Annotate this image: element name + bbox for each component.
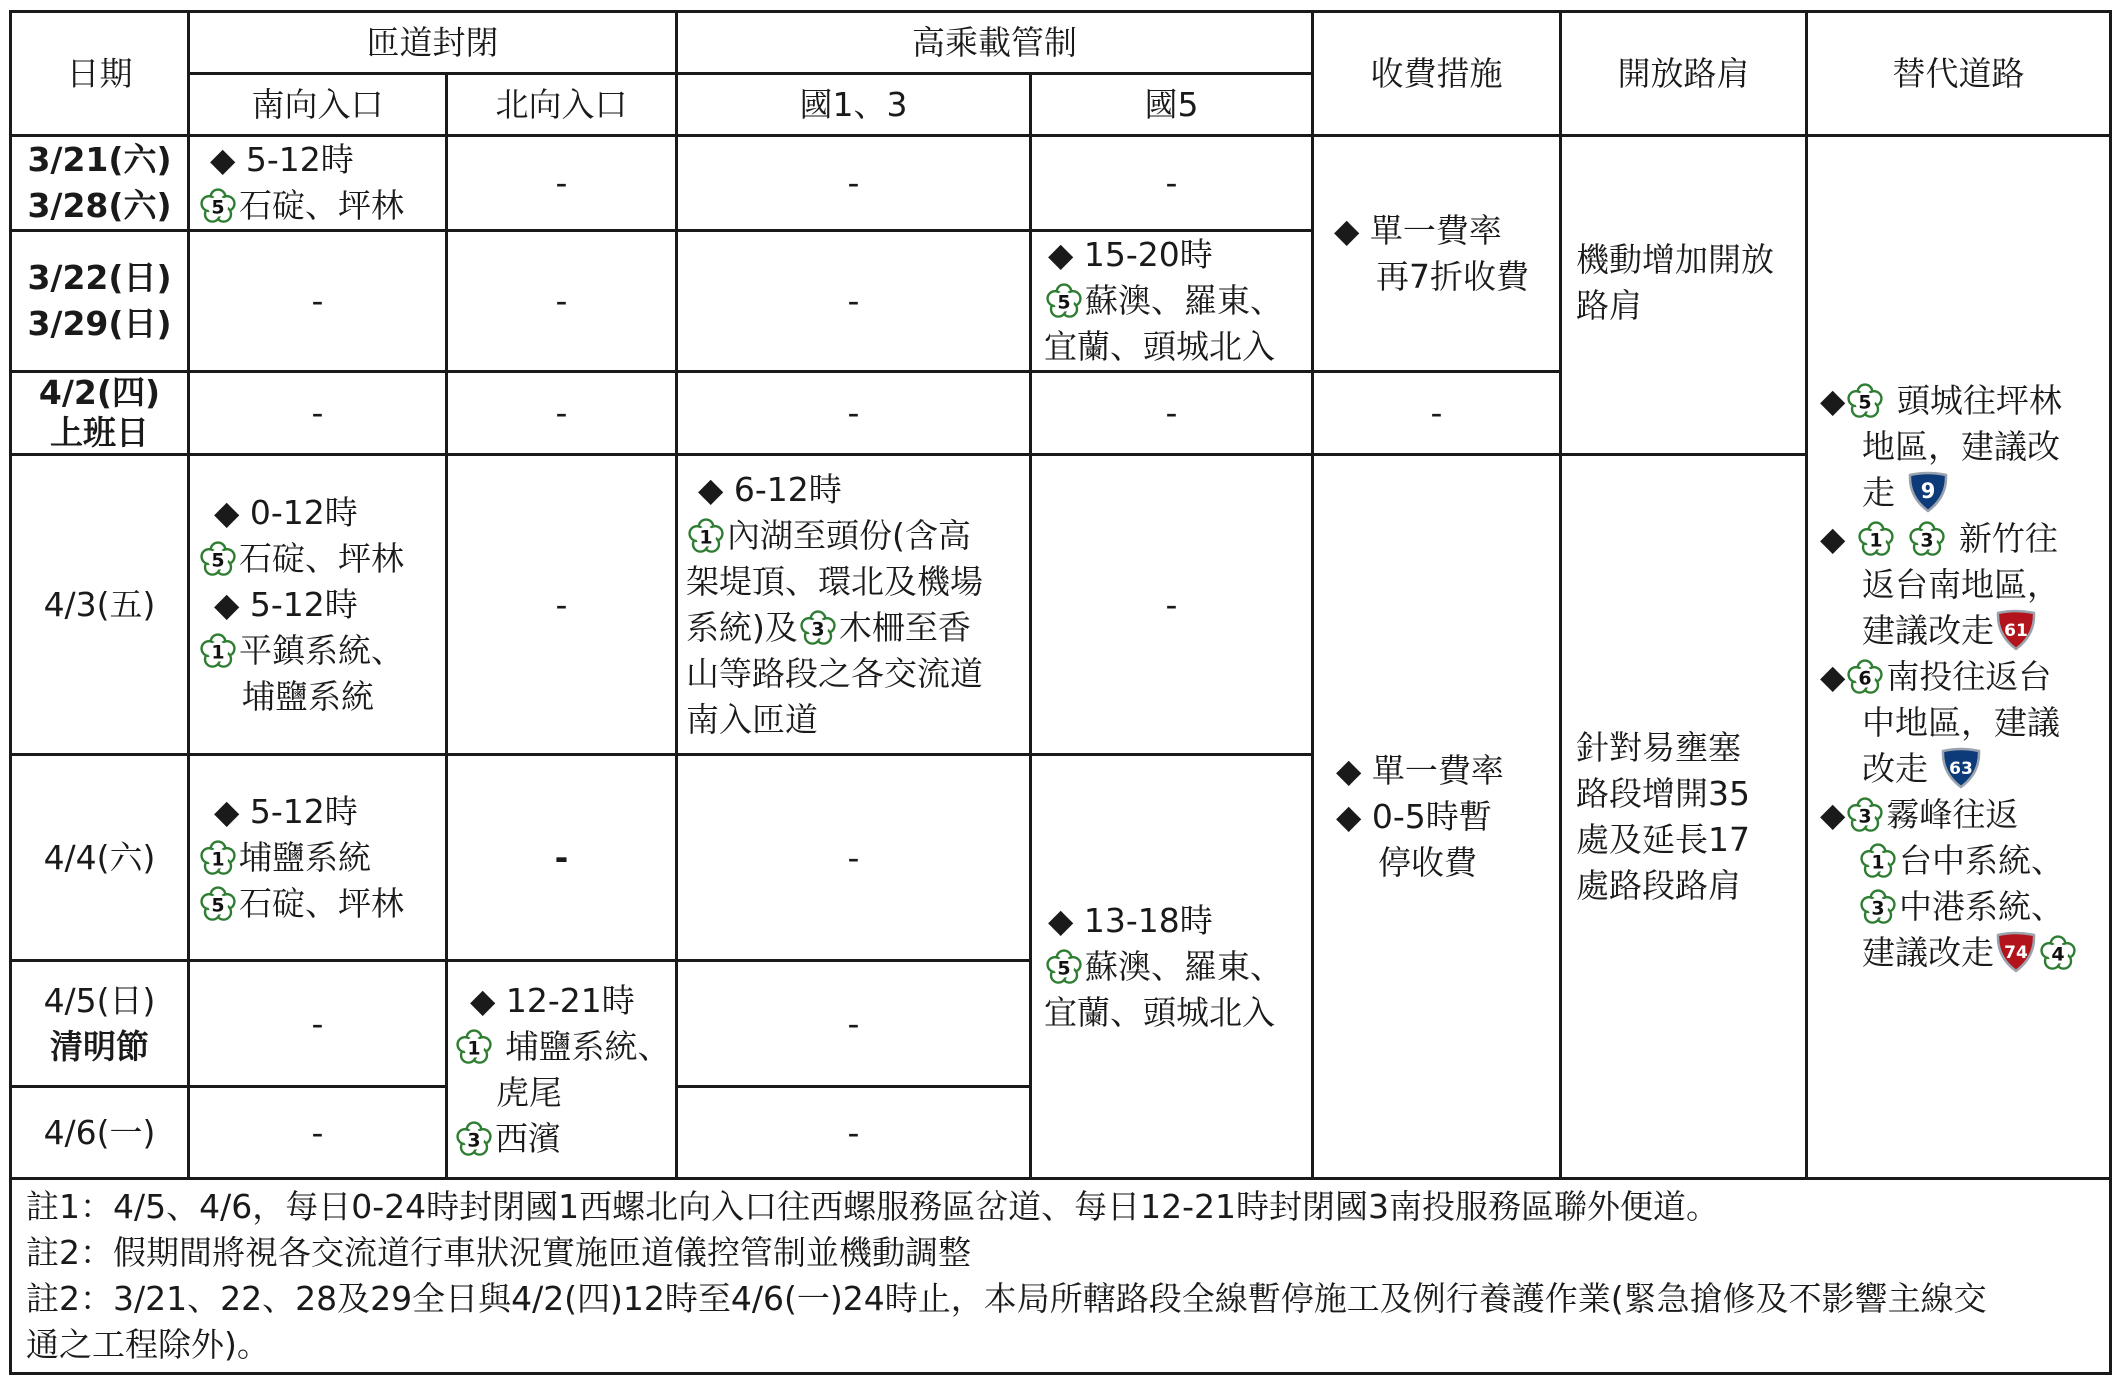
table-row — [11, 455, 2111, 755]
hov-nat13-cell: - — [677, 136, 1031, 231]
route-number: 3 — [811, 618, 825, 640]
note-3-cont: 通之工程除外)。 — [26, 1325, 270, 1364]
hov-nat5-cell: ◆ 15-20時 5 蘇澳、羅東、 宜蘭、頭城北入 — [1031, 231, 1313, 372]
hov-nat13-cell: - — [677, 231, 1031, 372]
south-entry-cell: - — [189, 372, 447, 455]
south-entry-cell: - — [189, 231, 447, 372]
freeway-flower-icon — [198, 886, 238, 922]
freeway-flower-icon — [1845, 659, 1885, 695]
notes-cell — [11, 1179, 2111, 1374]
date-cell: 4/2(四) 上班日 — [11, 372, 189, 455]
route-number: 1 — [699, 526, 713, 548]
route-number: 3 — [1871, 897, 1885, 920]
hov-nat5-cell: - — [1031, 136, 1313, 231]
date-cell: 3/22(日) 3/29(日) — [11, 231, 189, 372]
south-entry-cell: ◆ 5-12時 5 石碇、坪林 — [189, 136, 447, 231]
date-cell: 4/5(日) 清明節 — [11, 961, 189, 1087]
provincial-highway-shield-icon — [1994, 608, 2038, 652]
header-hov-control: 高乘載管制 — [677, 12, 1313, 74]
north-entry-cell: - — [447, 455, 677, 755]
route-number: 5 — [211, 196, 225, 219]
route-number: 1 — [1869, 529, 1883, 552]
route-number: 5 — [211, 549, 225, 571]
freeway-flower-icon — [198, 188, 238, 224]
freeway-flower-icon — [454, 1121, 494, 1157]
date-cell: 4/4(六) — [11, 755, 189, 961]
date-cell: 3/21(六) 3/28(六) — [11, 136, 189, 231]
route-number: 3 — [467, 1129, 481, 1151]
header-shoulder: 開放路肩 — [1561, 12, 1807, 136]
route-number: 1 — [211, 848, 225, 870]
provincial-highway-shield-icon — [1906, 470, 1950, 514]
route-number: 3 — [1858, 805, 1873, 828]
route-number: 74 — [2004, 943, 2028, 963]
header-alt-route: 替代道路 — [1807, 12, 2111, 136]
route-number: 6 — [1858, 667, 1873, 690]
freeway-flower-icon — [1845, 797, 1885, 833]
toll-cell-early: ◆ 單一費率 再7折收費 — [1313, 136, 1561, 372]
hov-nat13-cell: - — [677, 372, 1031, 455]
north-entry-cell: - — [447, 755, 677, 961]
table-row — [11, 136, 2111, 231]
provincial-highway-shield-icon — [1939, 746, 1983, 790]
route-number: 4 — [2051, 943, 2065, 966]
hov-nat13-cell: - — [677, 1087, 1031, 1179]
freeway-flower-icon — [198, 633, 238, 669]
hov-nat13-cell: - — [677, 961, 1031, 1087]
route-number: 9 — [1920, 479, 1935, 503]
header-nat-5: 國5 — [1031, 74, 1313, 136]
freeway-flower-icon — [1044, 949, 1084, 985]
north-entry-cell: - — [447, 136, 677, 231]
route-number: 5 — [1858, 391, 1873, 414]
note-2: 註2：假期間將視各交流道行車狀況實施匝道儀控管制並機動調整 — [26, 1233, 971, 1272]
route-number: 5 — [211, 894, 225, 916]
traffic-control-table-container — [9, 10, 2109, 1364]
date-cell: 4/6(一) — [11, 1087, 189, 1179]
freeway-flower-icon — [198, 541, 238, 577]
freeway-flower-icon — [1845, 383, 1885, 419]
header-row-1 — [11, 12, 2111, 74]
route-number: 63 — [1948, 759, 1973, 779]
route-number: 5 — [1057, 291, 1071, 314]
provincial-highway-shield-icon — [1994, 930, 2038, 974]
north-entry-cell: - — [447, 372, 677, 455]
hov-nat5-cell: ◆ 13-18時 5 蘇澳、羅東、 宜蘭、頭城北入 — [1031, 755, 1313, 1179]
freeway-flower-icon — [686, 518, 726, 554]
freeway-flower-icon — [1858, 843, 1898, 879]
route-number: 1 — [467, 1037, 481, 1059]
alt-route-cell: ◆ 5 頭城往坪林 地區，建議改 走 9 ◆ 1 3 新竹往 返台南地區， 建議改走 61 ◆ 6 南投往返台 中地區，建議 改走 63 ◆ 3 霧峰往返 1 台中系統、 3 中港系統、 建議改走 74 4 — [1807, 136, 2111, 1179]
header-north-entry: 北向入口 — [447, 74, 677, 136]
hov-nat5-cell: - — [1031, 372, 1313, 455]
freeway-flower-icon — [1856, 521, 1896, 557]
freeway-flower-icon — [798, 610, 838, 646]
freeway-flower-icon — [198, 840, 238, 876]
toll-cell-late: ◆ 單一費率 ◆ 0-5時暫 停收費 — [1313, 455, 1561, 1179]
header-date: 日期 — [11, 12, 189, 136]
south-entry-cell: ◆ 5-12時 1 埔鹽系統 5 石碇、坪林 — [189, 755, 447, 961]
toll-cell: - — [1313, 372, 1561, 455]
note-1: 註1：4/5、4/6，每日0-24時封閉國1西螺北向入口往西螺服務區岔道、每日12-21時封閉國3南投服務區聯外便道。 — [26, 1187, 1719, 1226]
freeway-flower-icon — [1907, 521, 1947, 557]
note-3: 註2：3/21、22、28及29全日與4/2(四)12時至4/6(一)24時止，本局所轄路段全線暫停施工及例行養護作業(緊急搶修及不影響主線交 — [26, 1279, 1987, 1318]
freeway-flower-icon — [2038, 935, 2078, 971]
north-entry-cell: - — [447, 231, 677, 372]
freeway-flower-icon — [1044, 283, 1084, 319]
date-cell: 4/3(五) — [11, 455, 189, 755]
shoulder-cell-late: 針對易壅塞 路段增開35 處及延長17 處路段路肩 — [1561, 455, 1807, 1179]
header-ramp-closure: 匝道封閉 — [189, 12, 677, 74]
hov-nat13-cell: ◆ 6-12時 1 內湖至頭份(含高 架堤頂、環北及機場 系統)及 3 木柵至香 山等路段之各交流道 南入匝道 — [677, 455, 1031, 755]
south-entry-cell: - — [189, 1087, 447, 1179]
route-number: 61 — [2004, 621, 2028, 641]
hov-nat13-cell: - — [677, 755, 1031, 961]
header-nat-1-3: 國1、3 — [677, 74, 1031, 136]
north-entry-cell: ◆ 12-21時 1 埔鹽系統、 虎尾 3 西濱 — [447, 961, 677, 1179]
header-south-entry: 南向入口 — [189, 74, 447, 136]
route-number: 3 — [1920, 529, 1935, 552]
freeway-flower-icon — [1858, 889, 1898, 925]
notes-row — [11, 1179, 2111, 1374]
hov-nat5-cell: - — [1031, 455, 1313, 755]
route-number: 5 — [1057, 957, 1071, 979]
freeway-flower-icon — [454, 1029, 494, 1065]
traffic-control-table — [9, 10, 2112, 1375]
route-number: 1 — [211, 641, 225, 663]
south-entry-cell: ◆ 0-12時 5 石碇、坪林 ◆ 5-12時 1 平鎮系統、 埔鹽系統 — [189, 455, 447, 755]
shoulder-cell-early: 機動增加開放 路肩 — [1561, 136, 1807, 455]
route-number: 1 — [1871, 851, 1885, 874]
header-toll: 收費措施 — [1313, 12, 1561, 136]
south-entry-cell: - — [189, 961, 447, 1087]
